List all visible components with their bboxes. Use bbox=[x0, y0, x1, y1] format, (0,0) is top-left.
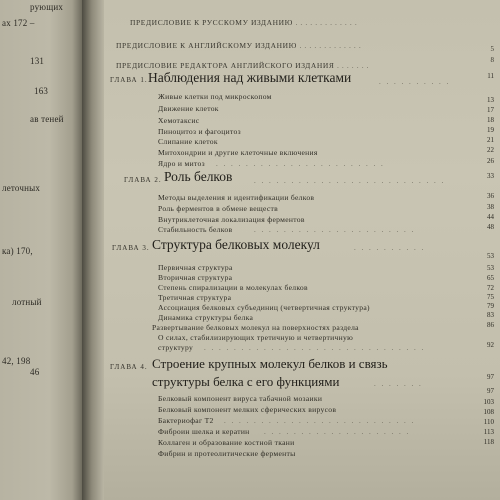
toc-page: 44 bbox=[487, 213, 494, 221]
toc-page: 13 bbox=[487, 96, 494, 104]
leader-dots: . . . . . . . . . . . . . . . . . . . . . . . . . . bbox=[254, 177, 446, 185]
toc-page: 36 bbox=[487, 192, 494, 200]
left-page-line: 131 bbox=[30, 56, 45, 66]
toc-entry: Внутриклеточная локализация ферментов bbox=[158, 215, 305, 224]
book-gutter bbox=[82, 0, 104, 500]
toc-entry: О силах, стабилизирующих третичную и четвертичную bbox=[158, 333, 354, 342]
toc-entry: Фиброин шелка и кератин bbox=[158, 427, 250, 436]
toc-page: 72 bbox=[487, 284, 494, 292]
leader-dots: . . . . . . . . . . . . . . . . . . . . . . . . . . . . . . bbox=[204, 344, 426, 352]
toc-entry: Третичная структура bbox=[158, 293, 232, 302]
toc-entry: Степень спирализации в молекулах белков bbox=[158, 283, 308, 292]
toc-entry: Бактериофаг Т2 bbox=[158, 416, 214, 425]
leader-dots: . . . . . . . . . . . . . . . . . . . . . . . . . . bbox=[224, 417, 416, 425]
leader-dots: . . . . . . . . . . . . . . . . . . . . . . . bbox=[216, 160, 385, 168]
toc-entry: Движение клеток bbox=[158, 104, 219, 113]
toc-entry: Фибрин и протеолитические ферменты bbox=[158, 449, 296, 458]
chapter-title-continued: структуры белка с его функциями bbox=[152, 374, 340, 389]
left-page-line: 42, 198 bbox=[2, 356, 31, 366]
toc-entry: Ядро и митоз bbox=[158, 159, 205, 168]
toc-entry: Развертывание белковых молекул на поверхностях раздела bbox=[152, 323, 359, 332]
toc-page: 22 bbox=[487, 146, 494, 154]
toc-page: 103 bbox=[483, 398, 494, 406]
toc-page: 86 bbox=[487, 321, 494, 329]
preface-entry: ПРЕДИСЛОВИЕ К АНГЛИЙСКОМУ ИЗДАНИЮ . . . . . . . . . . . . . bbox=[116, 41, 362, 50]
toc-page: 118 bbox=[483, 438, 494, 446]
leader-dots: . . . . . . . . . . bbox=[354, 244, 426, 252]
leader-dots: . . . . . . . bbox=[374, 380, 423, 388]
chapter-label: ГЛАВА 1. bbox=[110, 76, 148, 84]
toc-page: 97 bbox=[487, 387, 494, 395]
left-page-line: ах 172 – bbox=[2, 18, 35, 28]
toc-page: 113 bbox=[483, 428, 494, 436]
chapter-page: 33 bbox=[487, 172, 494, 180]
toc-page: 48 bbox=[487, 223, 494, 231]
toc-entry: Хемотаксис bbox=[158, 116, 200, 125]
left-page-line: рующих bbox=[30, 2, 64, 12]
chapter-page: 97 bbox=[487, 373, 494, 381]
left-page bbox=[0, 0, 82, 500]
toc-entry: Живые клетки под микроскопом bbox=[158, 92, 272, 101]
leader-dots: . . . . . . . . . . bbox=[379, 78, 451, 86]
leader-dots: . . . . . . . . . . . . . . . . . . . . bbox=[264, 428, 411, 436]
chapter-title: Роль белков bbox=[164, 169, 233, 184]
toc-page: 38 bbox=[487, 203, 494, 211]
table-of-contents-page bbox=[104, 0, 500, 500]
left-page-line: лотный bbox=[12, 297, 42, 307]
toc-entry: Стабильность белков bbox=[158, 225, 233, 234]
toc-page: 19 bbox=[487, 126, 494, 134]
toc-entry: структуру bbox=[158, 343, 194, 352]
preface-entry: ПРЕДИСЛОВИЕ К РУССКОМУ ИЗДАНИЮ . . . . . . . . . . . . . bbox=[130, 18, 358, 27]
preface-entry: ПРЕДИСЛОВИЕ РЕДАКТОРА АНГЛИЙСКОГО ИЗДАНИЯ . . . . . . . bbox=[116, 61, 370, 70]
toc-page: 75 bbox=[487, 293, 494, 301]
toc-entry: Белковый компонент мелких сферических вирусов bbox=[158, 405, 337, 414]
toc-page: 110 bbox=[483, 418, 494, 426]
chapter-title: Строение крупных молекул белков и связь bbox=[152, 356, 388, 371]
toc-entry: Коллаген и образование костной ткани bbox=[158, 438, 295, 447]
left-page-line: ав теней bbox=[30, 114, 64, 124]
chapter-label: ГЛАВА 4. bbox=[110, 363, 148, 371]
preface-page: 8 bbox=[490, 56, 494, 64]
chapter-label: ГЛАВА 3. bbox=[112, 244, 150, 252]
toc-entry: Динамика структуры белка bbox=[158, 313, 254, 322]
toc-entry: Слипание клеток bbox=[158, 137, 218, 146]
toc-page: 65 bbox=[487, 274, 494, 282]
toc-page: 92 bbox=[487, 341, 494, 349]
toc-entry: Ассоциация белковых субъединиц (четвертичная структура) bbox=[158, 303, 370, 312]
toc-page: 83 bbox=[487, 311, 494, 319]
toc-page: 79 bbox=[487, 302, 494, 310]
toc-page: 26 bbox=[487, 157, 494, 165]
left-page-line: леточных bbox=[2, 183, 41, 193]
leader-dots: . . . . . . . . . . . . . . . . . . . . . . bbox=[254, 226, 416, 234]
toc-entry: Первичная структура bbox=[158, 263, 233, 272]
toc-entry: Вторичная структура bbox=[158, 273, 233, 282]
toc-page: 21 bbox=[487, 136, 494, 144]
toc-entry: Пиноцитоз и фагоцитоз bbox=[158, 127, 241, 136]
toc-entry: Роль ферментов в обмене веществ bbox=[158, 204, 279, 213]
left-page-line: ка) 170, bbox=[2, 246, 33, 256]
chapter-title: Структура белковых молекул bbox=[152, 237, 320, 252]
preface-page: 5 bbox=[490, 45, 494, 53]
toc-page: 18 bbox=[487, 116, 494, 124]
toc-page: 108 bbox=[483, 408, 494, 416]
chapter-page: 11 bbox=[487, 72, 494, 80]
chapter-title: Наблюдения над живыми клетками bbox=[148, 70, 352, 85]
toc-entry: Методы выделения и идентификации белков bbox=[158, 193, 315, 202]
left-page-line: 46 bbox=[30, 367, 40, 377]
toc-page: 17 bbox=[487, 106, 494, 114]
toc-entry: Белковый компонент вируса табачной мозаики bbox=[158, 394, 323, 403]
toc-page: 53 bbox=[487, 264, 494, 272]
chapter-label: ГЛАВА 2. bbox=[124, 176, 162, 184]
left-page-line: 163 bbox=[34, 86, 49, 96]
toc-entry: Митохондрии и другие клеточные включения bbox=[158, 148, 318, 157]
chapter-page: 53 bbox=[487, 252, 494, 260]
